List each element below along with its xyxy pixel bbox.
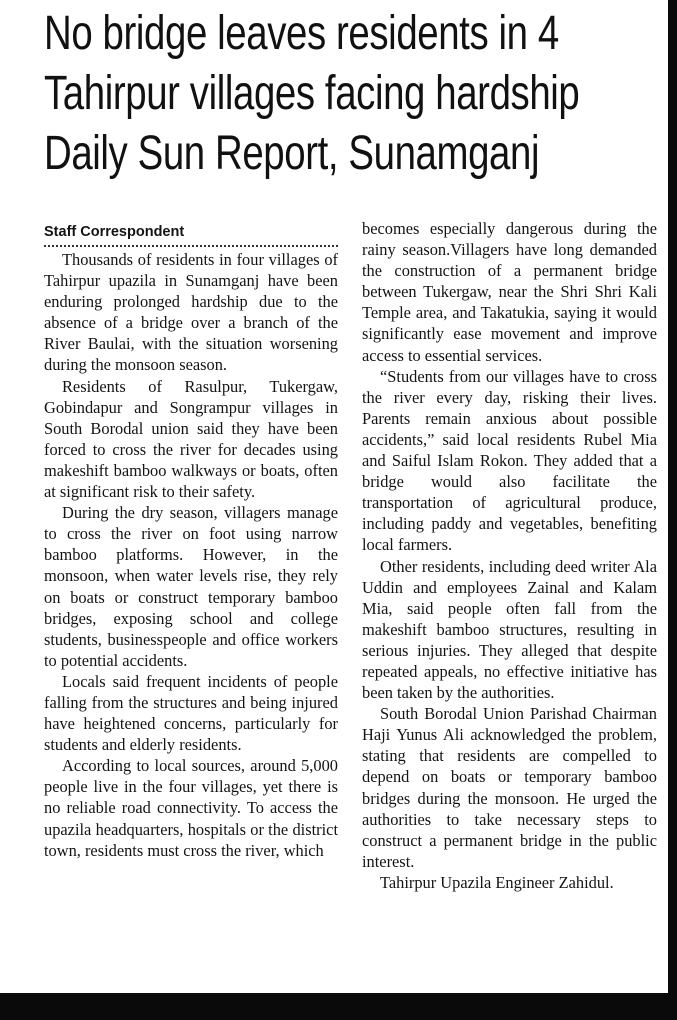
paragraph: Other residents, including deed writer Ala Uddin and employees Zainal and Kalam Mia, said people often fall from the makeshift bamboo structures, resulting in serious injuries. They alleged that despite repeated appeals, no effective initiative has been taken by the authorities. bbox=[362, 556, 657, 703]
scan-border bbox=[0, 993, 677, 1020]
paragraph: During the dry season, villagers manage to cross the river on foot using narrow bamboo platforms. However, in the monsoon, when water levels rise, they rely on boats or construct temporary bamboo bridges, exposing school and college students, businesspeople and office workers to potential accidents. bbox=[44, 503, 338, 670]
paragraph: Residents of Rasulpur, Tukergaw, Gobindapur and Songrampur villages in South Borodal union said they have been forced to cross the river for decades using makeshift bamboo walkways or boats, often at significant risk to their safety. bbox=[44, 376, 338, 502]
paragraph: Locals said frequent incidents of people falling from the structures and being injured have heightened concerns, particularly for students and elderly residents. bbox=[44, 671, 338, 755]
paragraph: “Students from our villages have to cross the river every day, risking their lives. Parents remain anxious about possible accidents,” said local residents Rubel Mia and Saiful Islam Rokon. They added that a bridge would also facilitate the transportation of agricultural produce, including paddy and vegetables, benefiting local farmers. bbox=[362, 366, 657, 555]
paragraph: Tahirpur Upazila Engineer Zahidul. bbox=[380, 872, 614, 892]
paragraph: Thousands of residents in four villages of Tahirpur upazila in Sunamganj have been enduring prolonged hardship due to the absence of a bridge over a branch of the River Baulai, with the situation worsening during the monsoon season. bbox=[44, 250, 338, 375]
column-right bbox=[362, 218, 657, 893]
paragraph: According to local sources, around 5,000 people live in the four villages, yet there is no reliable road connectivity. To access the upazila headquarters, hospitals or the district town, residents must cross the river, which bbox=[44, 756, 338, 860]
headline-line-1: No bridge leaves residents in 4 bbox=[44, 7, 559, 60]
byline: Staff Correspondent bbox=[44, 222, 338, 247]
paragraph-continued: becomes especially dangerous during the rainy season.Villagers have long demanded the construction of a permanent bridge between Tukergaw, near the Shri Shri Kali Temple area, and Takatukia, saying it would significantly ease movement and improve access to essential services. bbox=[362, 219, 657, 365]
headline-line-3: Daily Sun Report, Sunamganj bbox=[44, 127, 540, 180]
headline bbox=[44, 4, 652, 184]
headline-line-2: Tahirpur villages facing hardship bbox=[44, 67, 580, 120]
paragraph: South Borodal Union Parishad Chairman Haji Yunus Ali acknowledged the problem, stating that residents are compelled to depend on boats or temporary bamboo bridges during the monsoon. He urged the authorities to take necessary steps to construct a permanent bridge in the public interest. bbox=[362, 704, 657, 871]
column-left bbox=[44, 222, 338, 861]
